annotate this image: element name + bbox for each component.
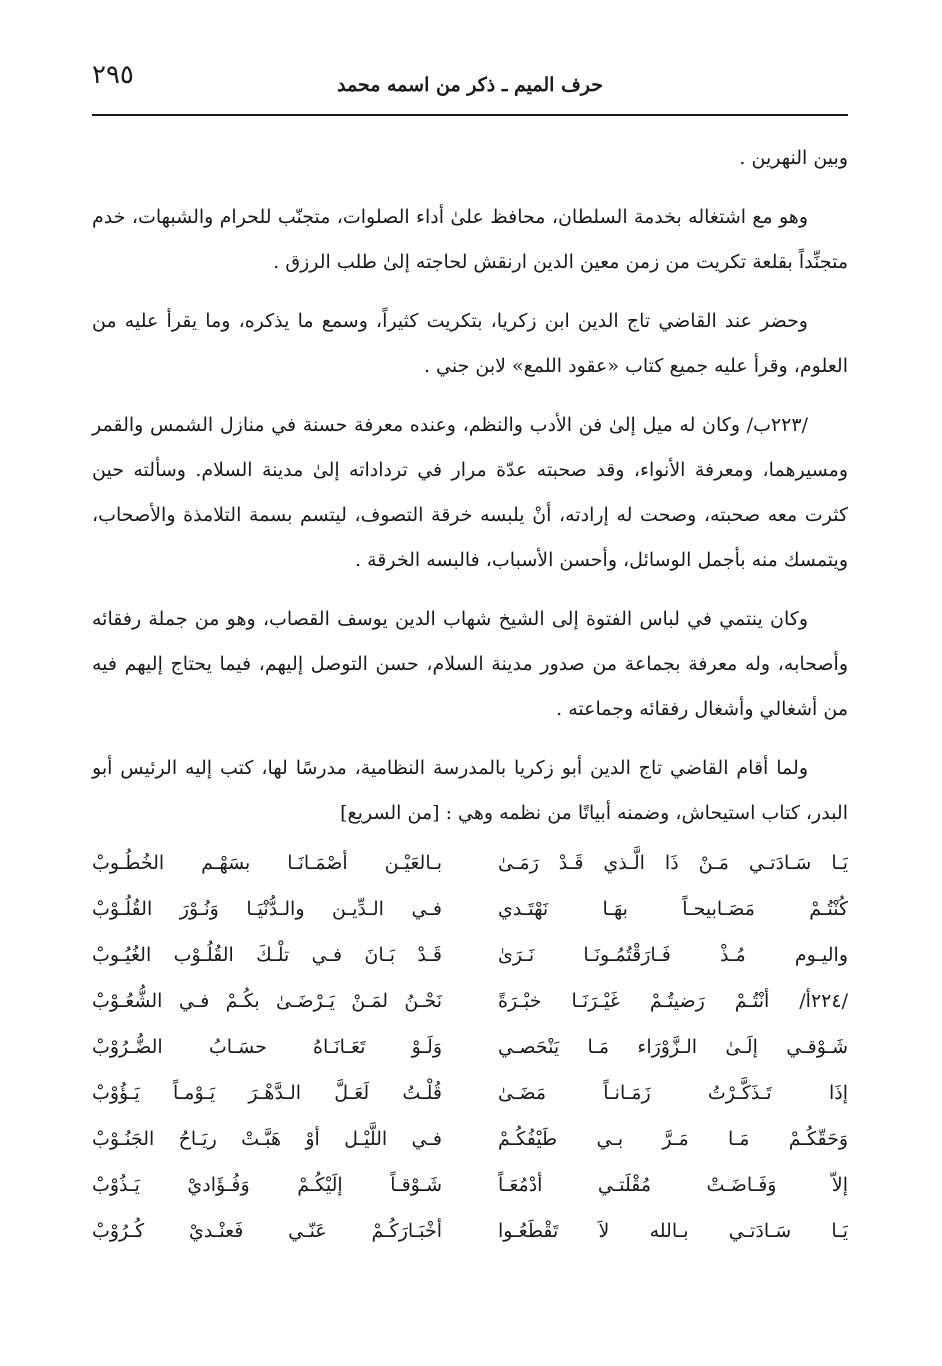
poem-intro-paragraph bbox=[92, 746, 848, 836]
poem-verse bbox=[92, 840, 848, 886]
verse-second-hemistich: أخْبَـارَكُـمْ عَنّـي فَعنْـديْ كُـرُوْبْ bbox=[92, 1220, 442, 1242]
page-header bbox=[92, 52, 848, 116]
poem-verse bbox=[92, 1162, 848, 1208]
paragraph-5: وكان ينتمي في لباس الفتوة إلى الشيخ شهاب الدين يوسف القصاب، وهو من جملة رفقائه وأصحابه، وله معرفة بجماعة من صدور مدينة السلام، حسن التوصل إليهم، فيما يحتاج إليهم فيه من أشغالي وأشغال رفقائه وجماعته . bbox=[92, 608, 848, 720]
verse-first-hemistich: إلاّ وَفَـاضَـتْ مُقْلَتـي أدْمُعَـاً bbox=[498, 1174, 848, 1196]
poem-verse bbox=[92, 1208, 848, 1254]
verse-first-hemistich: يَـا سَـادَتـي مَـنْ ذَا الَّـذي قَـدْ رَمَـىٰ bbox=[498, 852, 848, 874]
running-title: حرف الميم ـ ذكر من اسمه محمد bbox=[336, 74, 603, 96]
poem-verse bbox=[92, 886, 848, 932]
page-number: ٢٩٥ bbox=[92, 60, 134, 90]
verse-second-hemistich: فـي الـدِّيـن والـدُّنْيَـا وَنُـوْرَ القُلُـوْبْ bbox=[92, 898, 442, 920]
poem-intro-text: ولما أقام القاضي تاج الدين أبو زكريا بالمدرسة النظامية، مدرسًا لها، كتب إليه الرئيس أبو البدر، كتاب استيحاش، وضمنه أبياتًا من نظمه وهي : bbox=[92, 757, 848, 824]
poem-verse bbox=[92, 1070, 848, 1116]
poem-meter-label: [من السريع] bbox=[340, 802, 440, 824]
paragraph-1: وبين النهرين . bbox=[739, 147, 848, 169]
page-body bbox=[92, 136, 848, 1254]
verse-first-hemistich: واليـوم مُـذْ فَـارَقْتُمُـونَـا نَـرَىٰ bbox=[498, 944, 848, 966]
verse-first-hemistich: شَـوْقـي إلَـىٰ الـزَّوْرَاء مَـا يَنْحَصـي bbox=[498, 1036, 848, 1058]
verse-second-hemistich: شَـوْقـاً إلَيْكُـمْ وَفُـؤَاديْ يَـذُوْبْ bbox=[92, 1174, 442, 1196]
paragraph-3: وحضر عند القاضي تاج الدين ابن زكريا، بتكريت كثيراً، وسمع ما يذكره، وما يقرأ عليه من العلوم، وقرأ عليه جميع كتاب «عقود اللمع» لابن جني . bbox=[92, 310, 848, 377]
verse-first-hemistich: وَحَقّكُـمْ مَـا مَـرَّ بـي طَيْفُكُـمْ bbox=[498, 1128, 848, 1150]
verse-first-hemistich: يَـا سَـادَتـي بـالله لاَ تَقْطَعُـوا bbox=[498, 1220, 848, 1242]
verse-second-hemistich: نَحْـنُ لمَـنْ يَـرْضَـىٰ بكُـمْ فـي الشُّعُـوْبْ bbox=[92, 990, 442, 1012]
verse-second-hemistich: قَـدْ بَـانَ فـي تلْـكَ القُلُـوْب الغُيُـوبْ bbox=[92, 944, 442, 966]
poem-verse bbox=[92, 932, 848, 978]
header-rule bbox=[92, 114, 848, 116]
verse-second-hemistich: وَلَـوْ تَعَـانَـاهُ حسَـابُ الضُّـرُوْبْ bbox=[92, 1036, 442, 1058]
verse-second-hemistich: قُلْـتُ لَعَـلَّ الـدَّهْـرَ يَـوْمـاً يَـؤُوْبْ bbox=[92, 1082, 442, 1104]
poem-verse bbox=[92, 978, 848, 1024]
verse-first-hemistich: /٢٢٤أ/ أنْتُـمْ رَضيتُـمْ غَيْـرَنَـا خبْـرَةً bbox=[498, 990, 848, 1012]
poem bbox=[92, 840, 848, 1254]
poem-verse bbox=[92, 1116, 848, 1162]
paragraph-2: وهو مع اشتغاله بخدمة السلطان، محافظ علىٰ أداء الصلوات، متجنّب للحرام والشبهات، خدم متجنِّداً بقلعة تكريت من زمن معين الدين ارنقش لحاجته إلىٰ طلب الرزق . bbox=[92, 206, 848, 273]
verse-second-hemistich: فـي اللَّيْـل أوْ هَبَّـتْ ريَـاحُ الجَنُـوْبْ bbox=[92, 1128, 442, 1150]
verse-first-hemistich: إذَا تَـذَكَّـرْتُ زَمَـانـاً مَضَـىٰ bbox=[498, 1082, 848, 1104]
verse-second-hemistich: بـالعَيْـن أصْمَـانَـا بسَهْـم الخُطُـوبْ bbox=[92, 852, 442, 874]
verse-first-hemistich: كُنْتُـمْ مَصَـابيحـاً بهَـا نَهْتَـدي bbox=[498, 898, 848, 920]
paragraph-4: /٢٢٣ب/ وكان له ميل إلىٰ فن الأدب والنظم، وعنده معرفة حسنة في منازل الشمس والقمر ومسيرهما، ومعرفة الأنواء، وقد صحبته عدّة مرار في ترداداته إلىٰ مدينة السلام. وسألته حين كثرت معه صحبته، وصحت له إرادته، أنْ يلبسه خرقة التصوف، ليتسم بسمة التلامذة والأصحاب، ويتمسك منه بأجمل الوسائل، وأحسن الأسباب، فالبسه الخرقة . bbox=[92, 414, 848, 571]
poem-verse bbox=[92, 1024, 848, 1070]
